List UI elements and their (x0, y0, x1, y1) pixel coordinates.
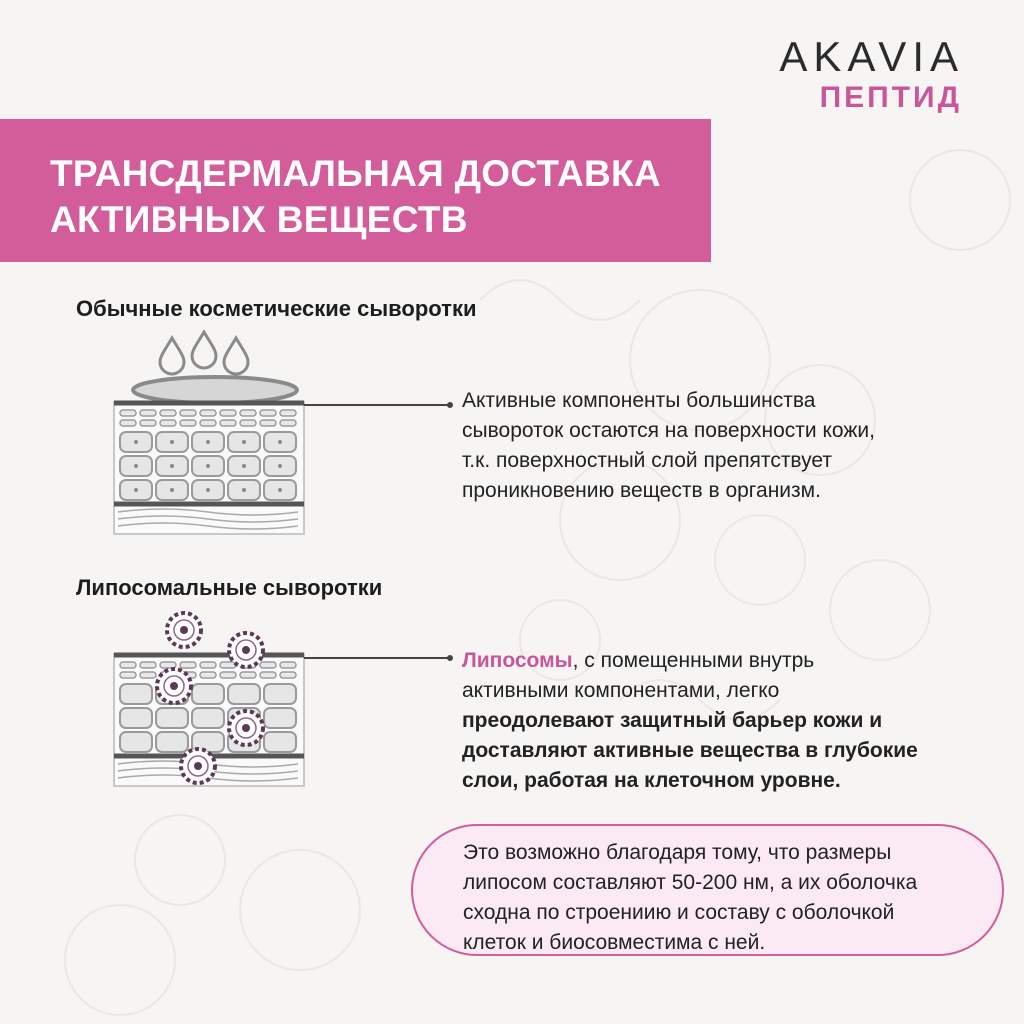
brand-logo (779, 34, 964, 116)
description-bold-line: доставляют активные вещества в глубокие (462, 739, 918, 762)
description-line: активными компонентами, легко (462, 679, 780, 702)
description-line: сывороток остаются на поверхности кожи, (462, 419, 875, 442)
banner-title-line-2: АКТИВНЫХ ВЕЩЕСТВ (50, 199, 468, 240)
description-line (462, 646, 918, 676)
liposomal-serum-skin-diagram (110, 608, 460, 793)
note-line: Это возможно благодаря тому, что размеры (463, 841, 892, 864)
description-line-rest: , с помещенными внутрь (572, 649, 815, 672)
liposomes-highlight: Липосомы (462, 649, 573, 672)
note-line: клеток и биосовместима с ней. (463, 931, 766, 954)
description-bold-line: слои, работая на клеточном уровне. (462, 769, 841, 792)
note-line: сходна по строениию и составу с оболочкой (463, 901, 895, 924)
description-bold-line: преодолевают защитный барьер кожи и (462, 709, 883, 732)
regular-serums-description (462, 386, 875, 506)
regular-serum-skin-diagram (110, 330, 460, 540)
description-line: Активные компоненты большинства (462, 389, 816, 412)
banner-title-line-1: ТРАНСДЕРМАЛЬНАЯ ДОСТАВКА (50, 153, 661, 194)
water-drop-icon (160, 332, 248, 374)
info-note-box (411, 824, 1004, 956)
note-line: липосом составляют 50-200 нм, а их оболочка (463, 871, 918, 894)
brand-name: AKAVIA (779, 33, 964, 80)
description-line: проникновению веществ в организм. (462, 479, 821, 502)
info-note-text (463, 838, 917, 958)
liposomal-serums-heading: Липосомальные сыворотки (76, 575, 383, 600)
description-line: т.к. поверхностный слой препятствует (462, 449, 832, 472)
brand-subtitle: ПЕПТИД (819, 81, 962, 114)
regular-serums-heading: Обычные косметические сыворотки (76, 296, 477, 321)
title-banner (0, 119, 711, 262)
liposomal-serums-description (462, 646, 918, 796)
